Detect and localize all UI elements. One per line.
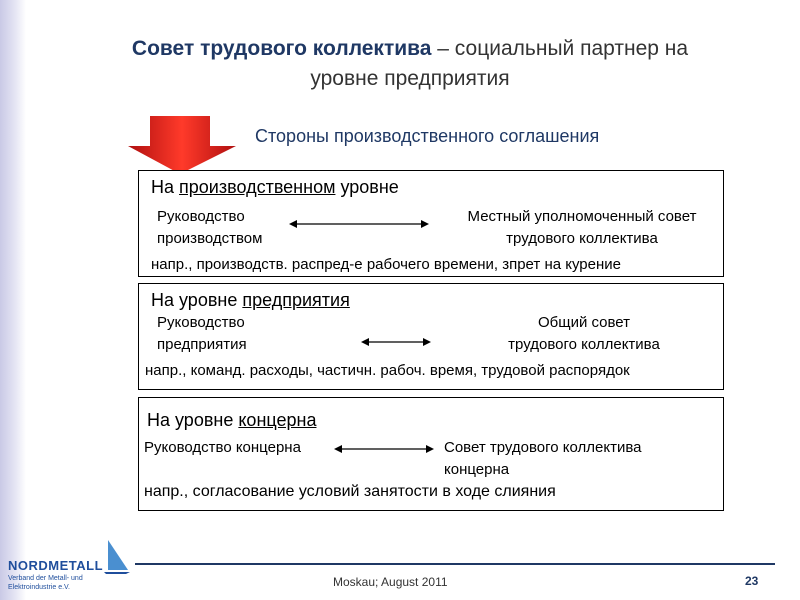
right-line1: Местный уполномоченный совет [467, 208, 697, 225]
box-example: напр., команд. расходы, частичн. рабоч. время, трудовой распорядок [145, 362, 630, 379]
title-bold: Совет трудового коллектива [131, 37, 432, 60]
heading-prefix: На уровне [147, 410, 239, 430]
heading-underlined: предприятия [242, 290, 350, 310]
left-party [157, 312, 247, 356]
footer-divider [135, 563, 775, 565]
box-heading [151, 290, 350, 311]
box-concern-level [138, 397, 724, 511]
left-line2: предприятия [157, 336, 247, 353]
heading-prefix: На [151, 177, 180, 197]
left-party [144, 437, 301, 459]
title-line2: уровне предприятия [310, 67, 510, 90]
heading-underlined: концерна [238, 410, 317, 430]
right-party [444, 437, 642, 481]
subtitle: Стороны производственного соглашения [255, 126, 600, 146]
nordmetall-logo [8, 540, 133, 596]
right-party [479, 312, 689, 356]
double-arrow-icon [361, 337, 431, 347]
box-example: напр., производств. распред-е рабочего времени, зпрет на курение [151, 256, 621, 273]
right-party [447, 206, 717, 250]
box-heading [151, 177, 399, 198]
sail-icon [104, 540, 130, 574]
left-party [157, 206, 262, 250]
box-enterprise-level [138, 283, 724, 390]
left-line1: Руководство концерна [144, 439, 301, 456]
double-arrow-icon [334, 444, 434, 454]
page-number: 23 [745, 574, 759, 588]
right-line2: трудового коллектива [508, 336, 660, 353]
left-line1: Руководство [157, 208, 245, 225]
left-line1: Руководство [157, 314, 245, 331]
heading-prefix: На уровне [151, 290, 243, 310]
heading-suffix: уровне [335, 177, 399, 197]
right-line1: Общий совет [537, 314, 631, 331]
left-line2: производством [157, 230, 263, 247]
box-production-level [138, 170, 724, 277]
box-heading [147, 410, 316, 431]
double-arrow-icon [289, 219, 429, 229]
heading-underlined: производственном [179, 177, 336, 197]
logo-subtitle: Verband der Metall- und Elektroindustrie e.V. [8, 575, 83, 591]
down-arrow-icon [128, 116, 238, 174]
right-line1: Совет трудового коллектива [444, 439, 642, 456]
right-line2: трудового коллектива [506, 230, 658, 247]
side-gradient-band [0, 0, 26, 600]
box-example: напр., согласование условий занятости в ходе слияния [144, 483, 556, 500]
title-rest: – социальный партнер на [431, 37, 689, 60]
right-line2: концерна [444, 461, 510, 478]
logo-name: NORDMETALL [8, 558, 104, 573]
footer-text: Moskau; August 2011 [333, 575, 448, 589]
page-title [60, 34, 760, 94]
